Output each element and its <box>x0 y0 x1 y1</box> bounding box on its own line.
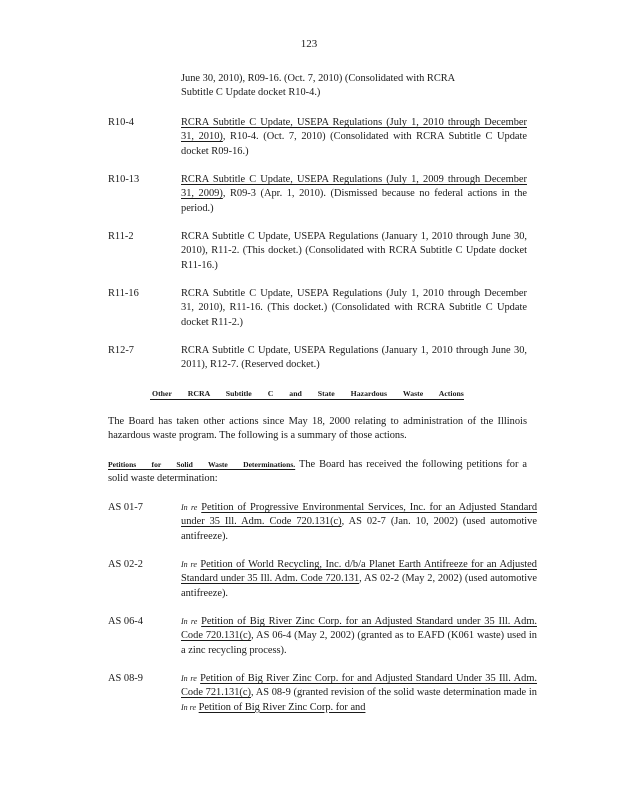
petition-code: AS 08-9 <box>108 673 143 684</box>
petition-detail: , AS 08-9 (granted revision of the solid waste determination made in <box>250 687 537 699</box>
petition-code: AS 01-7 <box>108 502 143 513</box>
continuation-line-1: June 30, 2010), R09-16. (Oct. 7, 2010) (Consolidated with RCRA <box>181 73 456 84</box>
petition-detail: , AS 06-4 (May 2, 2002) (granted as to EAFD (K061 waste) used in a zinc recycling process). <box>181 630 537 656</box>
docket-description <box>181 116 527 159</box>
docket-code: R10-4 <box>108 117 134 128</box>
docket-detail: RCRA Subtitle C Update, USEPA Regulations (January 1, 2010 through June 30, 2010), R11-2. (This docket.) (Consolidated with RCRA Subtitle C Update docket R11-16.) <box>181 231 527 271</box>
intro-paragraph: The Board has taken other actions since May 18, 2000 relating to administration of the Illinois hazardous waste program. The following is a summary of those actions. <box>108 416 527 442</box>
docket-code: R11-2 <box>108 231 134 242</box>
docket-title: RCRA Subtitle C Update, USEPA Regulations (July 1, 2010 through December 31, 2010) <box>181 117 527 143</box>
docket-description <box>181 173 527 216</box>
in-re-label: In re <box>181 503 198 512</box>
docket-code: R10-13 <box>108 174 140 185</box>
petition-description <box>181 501 537 544</box>
petitions-heading: Petitions for Solid Waste Determinations. <box>108 460 296 469</box>
petition-description <box>181 672 537 715</box>
petition-title: Petition of Big River Zinc Corp. for an Adjusted Standard under 35 Ill. Adm. Code 720.131(c) <box>181 616 537 642</box>
continuation-line-2: Subtitle C Update docket R10-4.) <box>181 87 321 99</box>
petition-description <box>181 558 537 601</box>
petition-code: AS 06-4 <box>108 616 143 627</box>
docket-detail: RCRA Subtitle C Update, USEPA Regulations (July 1, 2010 through December 31, 2010), R11-16. (This docket.) (Consolidated with RCRA Subtitle C Update docket R11-2.) <box>181 288 527 328</box>
petition-detail: , AS 02-7 (Jan. 10, 2002) (used automotive antifreeze). <box>181 516 537 542</box>
petition-title: Petition of Progressive Environmental Services, Inc. for an Adjusted Standard under 35 Ill. Adm. Code 720.131(c) <box>181 502 538 528</box>
petition-title: Petition of Big River Zinc Corp. for and Adjusted Standard Under 35 Ill. Adm. Code 721.131(c) <box>181 673 538 699</box>
petition-title: Petition of World Recycling, Inc. d/b/a Planet Earth Antifreeze for an Adjusted Standard under 35 Ill. Adm. Code 720.131 <box>181 559 537 585</box>
in-re-label: In re <box>181 617 198 626</box>
docket-title: RCRA Subtitle C Update, USEPA Regulations (July 1, 2009 through December 31, 2009) <box>181 174 527 200</box>
page-number: 123 <box>300 38 318 50</box>
petitions-intro: The Board has received the following petitions for a solid waste determination: <box>108 459 527 485</box>
docket-detail: , R09-3 (Apr. 1, 2010). (Dismissed because no federal actions in the period.) <box>181 188 528 214</box>
docket-code: R11-16 <box>108 288 139 299</box>
section-heading: Other RCRA Subtitle C and State Hazardous Waste Actions <box>152 389 464 398</box>
docket-description <box>181 344 527 373</box>
docket-detail: RCRA Subtitle C Update, USEPA Regulations (January 1, 2010 through June 30, 2011), R12-7. (Reserved docket.) <box>181 345 527 371</box>
in-re-label: In re <box>181 560 197 569</box>
docket-detail: , R10-4. (Oct. 7, 2010) (Consolidated with RCRA Subtitle C Update docket R09-16.) <box>181 131 527 157</box>
in-re-label: In re <box>181 674 197 683</box>
docket-description <box>181 287 527 330</box>
petition-detail: , AS 02-2 (May 2, 2002) (used automotive antifreeze). <box>181 573 537 599</box>
docket-code: R12-7 <box>108 345 134 356</box>
petition-code: AS 02-2 <box>108 559 143 570</box>
petitions-paragraph <box>73 458 527 487</box>
petition-title-continued: Petition of Big River Zinc Corp. for and <box>198 701 366 713</box>
in-re-label: In re <box>181 702 197 712</box>
docket-description <box>181 230 527 273</box>
petition-description <box>181 615 537 658</box>
